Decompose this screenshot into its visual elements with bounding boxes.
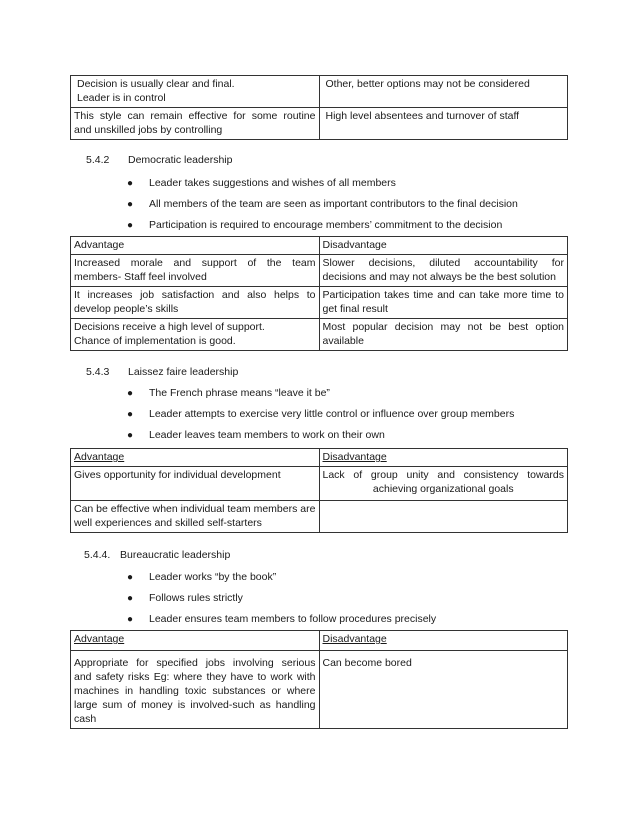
header-label: Advantage (74, 633, 125, 645)
list-item-text: Leader ensures team members to follow procedures precisely (149, 613, 437, 625)
section-number: 5.4.2 (86, 154, 110, 166)
table-row (71, 467, 568, 501)
advantage-cell (71, 255, 320, 287)
cell-line: Other, better options may not be considered (325, 78, 530, 90)
section-number: 5.4.4. (84, 549, 111, 561)
list-item-text: Leader takes suggestions and wishes of all members (149, 177, 396, 189)
list-item-text: Leader works “by the book” (149, 571, 277, 583)
header-label: Advantage (74, 239, 125, 251)
bullet-icon: ● (127, 409, 134, 420)
bullet-icon: ● (127, 178, 134, 189)
list-item (127, 612, 436, 626)
table-row (71, 651, 568, 729)
disadvantage-cell (319, 287, 568, 319)
header-label: Disadvantage (322, 633, 387, 645)
table-row (71, 255, 568, 287)
list-item (127, 591, 243, 605)
advantage-header (71, 237, 320, 255)
bullet-icon: ● (127, 572, 134, 583)
list-item-text: Leader attempts to exercise very little control or influence over group members (149, 408, 515, 420)
cell-line: High level absentees and turnover of staff (325, 110, 520, 122)
table-row (71, 319, 568, 351)
section-heading (84, 548, 230, 562)
advantage-cell (71, 651, 320, 729)
advantage-cell (71, 319, 320, 351)
bullet-icon: ● (127, 593, 134, 604)
list-item-text: The French phrase means “leave it be” (149, 387, 330, 399)
disadvantage-cell (319, 651, 568, 729)
disadvantage-header (319, 449, 568, 467)
cell-line: This style can remain effective for some routine (74, 110, 316, 122)
advantage-header (71, 449, 320, 467)
list-item-text: Follows rules strictly (149, 592, 243, 604)
list-item (127, 407, 514, 421)
disadvantage-cell (319, 319, 568, 351)
disadvantage-cell (319, 255, 568, 287)
disadvantage-cell (319, 501, 568, 533)
cell-line: Participation takes time and can take more time to (322, 289, 564, 301)
cell-line: achieving organizational goals (372, 483, 514, 495)
disadvantage-header (319, 631, 568, 651)
cell-line: Leader is in control (77, 92, 166, 104)
cell-line: Most popular decision may not be best option (322, 321, 564, 333)
advantage-cell (71, 76, 320, 108)
laissez-faire-table (70, 448, 568, 533)
cell-line: decisions and may not always be the best solution (322, 271, 556, 283)
democratic-table (70, 236, 568, 351)
cell-line: Gives opportunity for individual development (74, 469, 281, 481)
cell-line: Appropriate for specified jobs involving serious (74, 657, 316, 669)
table-row (71, 76, 568, 108)
bullet-icon: ● (127, 199, 134, 210)
table-header-row (71, 449, 568, 467)
advantage-cell (71, 501, 320, 533)
cell-line: Increased morale and support of the team (74, 257, 316, 269)
table-row (71, 108, 568, 140)
cell-line: Decision is usually clear and final. (77, 78, 235, 90)
cell-line: large sum of money is involved-such as handling (74, 699, 316, 711)
cell-line: machines in handling toxic substances or where (74, 685, 316, 697)
advantage-cell (71, 467, 320, 501)
cell-line: well experiences and skilled self-starters (74, 517, 262, 529)
section-number: 5.4.3 (86, 366, 110, 378)
list-item (127, 428, 385, 442)
section-title: Laissez faire leadership (128, 366, 239, 378)
header-label: Advantage (74, 451, 125, 463)
list-item (127, 176, 396, 190)
list-item (127, 386, 330, 400)
cell-line: Can become bored (322, 657, 412, 669)
cell-line: and safety risks Eg: where they have to work with (74, 671, 316, 683)
advantage-cell (71, 287, 320, 319)
list-item (127, 197, 518, 211)
section-heading (86, 365, 238, 379)
cell-line: available (322, 335, 364, 347)
cell-line: Decisions receive a high level of support. (74, 321, 265, 333)
table-header-row (71, 631, 568, 651)
list-item-text: Participation is required to encourage members’ commitment to the decision (149, 219, 503, 231)
header-label: Disadvantage (322, 451, 387, 463)
bullet-icon: ● (127, 220, 134, 231)
cell-line: and unskilled jobs by controlling (74, 124, 223, 136)
cell-line: Slower decisions, diluted accountability for (322, 257, 564, 269)
cell-line: Can be effective when individual team members are (74, 503, 316, 515)
section-title: Democratic leadership (128, 154, 233, 166)
table-row (71, 501, 568, 533)
bureaucratic-table (70, 630, 568, 729)
bullet-icon: ● (127, 430, 134, 441)
list-item-text: All members of the team are seen as important contributors to the final decision (149, 198, 518, 210)
cell-line: It increases job satisfaction and also helps to (74, 289, 316, 301)
section-title: Bureaucratic leadership (120, 549, 231, 561)
list-item-text: Leader leaves team members to work on their own (149, 429, 385, 441)
bullet-icon: ● (127, 614, 134, 625)
cell-line: Chance of implementation is good. (74, 335, 236, 347)
disadvantage-cell (319, 108, 568, 140)
section-heading (86, 153, 232, 167)
cell-line: get final result (322, 303, 388, 315)
advantage-header (71, 631, 320, 651)
disadvantage-header (319, 237, 568, 255)
cell-line: members- Staff feel involved (74, 271, 207, 283)
list-item (127, 218, 502, 232)
bullet-icon: ● (127, 388, 134, 399)
table-header-row (71, 237, 568, 255)
header-label: Disadvantage (322, 239, 387, 251)
cell-line: develop people’s skills (74, 303, 179, 315)
advantage-cell (71, 108, 320, 140)
cell-line: Lack of group unity and consistency towards (322, 469, 564, 481)
cell-line: cash (74, 713, 97, 725)
autocratic-table (70, 75, 568, 140)
disadvantage-cell (319, 467, 568, 501)
disadvantage-cell (319, 76, 568, 108)
list-item (127, 570, 276, 584)
table-row (71, 287, 568, 319)
